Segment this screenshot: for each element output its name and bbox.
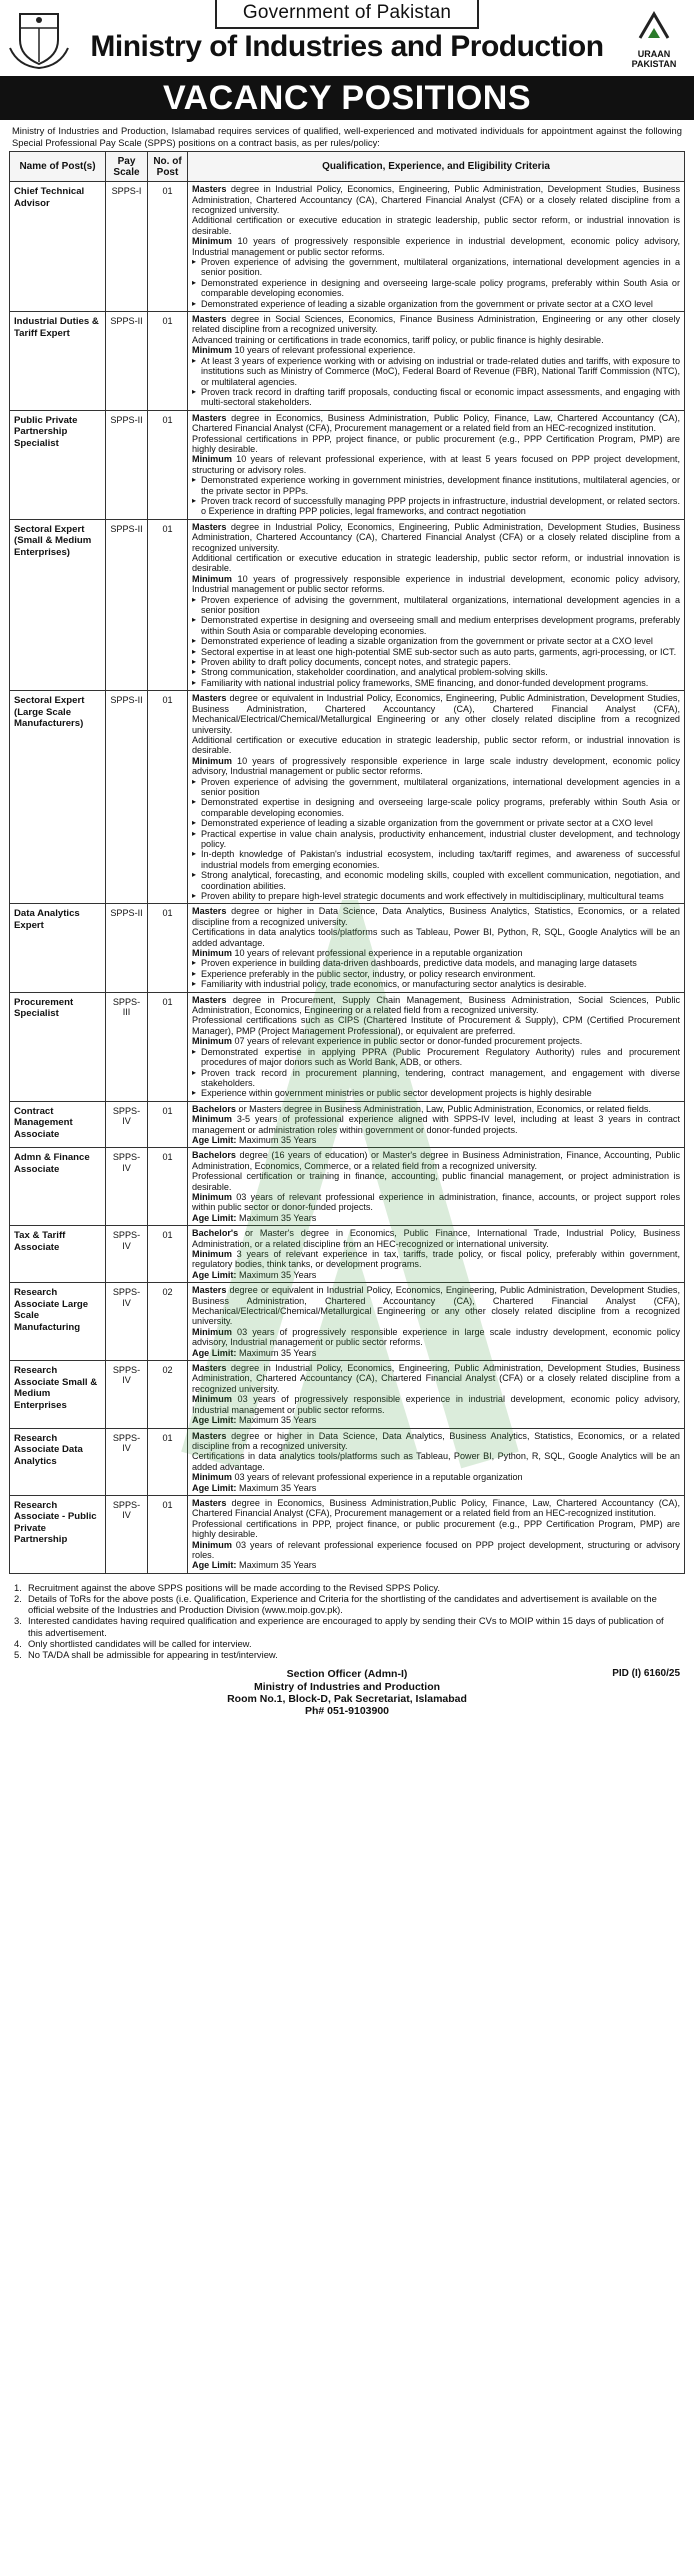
criteria-bullet: ▸ Demonstrated experience of leading a sizable organization from the government or private sector at a CXO level: [192, 299, 680, 309]
criteria-bullet: ▸ Demonstrated expertise in applying PPRA (Public Procurement Regulatory Authority) rules and procurement procedures of major donors such as World Bank, ADB, or others.: [192, 1047, 680, 1068]
post-count: 01: [148, 1101, 188, 1148]
post-count: 01: [148, 312, 188, 411]
criteria-line: Certifications in data analytics tools/platforms such as Tableau, Power BI, Python, R, SQL, Google Analytics will be an added advantage.: [192, 927, 680, 948]
criteria-cell: [188, 410, 685, 519]
criteria-line: Minimum 03 years of relevant professional experience focused on PPP project development, structuring or advisory roles.: [192, 1539, 680, 1560]
criteria-bullet: ▸ Sectoral expertise in at least one high-potential SME sub-sector such as auto parts, garments, agri-processing, or ICT.: [192, 647, 680, 657]
age-limit: Age Limit: Maximum 35 Years: [192, 1134, 317, 1145]
footer-ministry: Ministry of Industries and Production: [253, 1680, 441, 1693]
note-number: 5.: [14, 1649, 22, 1660]
post-count: 01: [148, 1428, 188, 1495]
age-limit: Age Limit: Maximum 35 Years: [192, 1347, 317, 1358]
notes-list: [14, 1582, 680, 1660]
criteria-bullet: ▸ Demonstrated expertise in designing and overseeing small and medium enterprises development programs, preferably within South Asia or comparable developing economies.: [192, 615, 680, 636]
criteria-line: Minimum 10 years of progressively responsible experience in large scale industry development, economic policy advisory, Industrial management or public sector reforms.: [192, 755, 680, 777]
pay-scale: SPPS-I: [106, 182, 148, 312]
pay-scale: SPPS-IV: [106, 1148, 148, 1226]
table-row: [10, 1283, 685, 1361]
age-limit: Age Limit: Maximum 35 Years: [192, 1482, 317, 1493]
table-row: [10, 182, 685, 312]
criteria-cell: [188, 1495, 685, 1573]
col-header-criteria: Qualification, Experience, and Eligibility Criteria: [188, 152, 685, 182]
criteria-bullet: ▸ Strong analytical, forecasting, and economic modeling skills, coupled with excellent communication, negotiation, and coordination abilities.: [192, 870, 680, 891]
criteria-line: Masters degree or higher in Data Science, Data Analytics, Business Analytics, Statistics, Economics, or a related discipline from a recognized university.: [192, 1430, 680, 1451]
note-text: Recruitment against the above SPPS positions will be made according to the Revised SPPS Policy.: [28, 1581, 441, 1593]
criteria-line: Advanced training or certifications in trade economics, tariff policy, or public finance is highly desirable.: [192, 334, 604, 345]
criteria-bullet: ▸ Demonstrated experience of leading a sizable organization from the government or private sector at a CXO level: [192, 636, 680, 646]
criteria-bullet: ▸ Proven experience in building data-driven dashboards, predictive data models, and managing large datasets: [192, 958, 680, 968]
criteria-cell: [188, 691, 685, 904]
footer-address: Room No.1, Block-D, Pak Secretariat, Islamabad: [227, 1693, 467, 1706]
criteria-bullet: ▸ Demonstrated expertise in designing and overseeing large-scale policy programs, preferably within South Asia or comparable developing economies.: [192, 797, 680, 818]
post-name: Research Associate Data Analytics: [10, 1428, 106, 1495]
criteria-cell: [188, 1226, 685, 1283]
criteria-line: Additional certification or executive education in strategic leadership, public sector reform, or industrial innovation is desirable.: [192, 734, 680, 756]
post-name: Research Associate Small & Medium Enterprises: [10, 1361, 106, 1428]
criteria-line: Certifications in data analytics tools/platforms such as Tableau, Power BI, Python, R, SQL, Google Analytics will be an added advantage.: [192, 1451, 680, 1472]
post-count: 01: [148, 1495, 188, 1573]
post-name: Public Private Partnership Specialist: [10, 410, 106, 519]
post-count: 01: [148, 1148, 188, 1226]
post-count: 01: [148, 691, 188, 904]
table-row: [10, 1495, 685, 1573]
table-row: [10, 904, 685, 992]
col-header-scale: Pay Scale: [106, 152, 148, 182]
criteria-bullet: ▸ Familiarity with national industrial policy frameworks, SME financing, and donor-funded development programs.: [192, 678, 680, 688]
criteria-line: Minimum 10 years of relevant professional experience in a reputable organization: [192, 948, 523, 959]
criteria-bullet: ▸ Demonstrated experience working in government ministries, development finance institutions, multilateral agencies, or the private sector in PPPs.: [192, 475, 680, 496]
criteria-bullets: [192, 257, 680, 309]
criteria-line: Minimum 3 years of relevant experience in tax, tariffs, trade policy, or fiscal policy, preferably within government, regulatory bodies, think tanks, or development programs.: [192, 1249, 680, 1270]
table-row: [10, 1101, 685, 1148]
criteria-line: Professional certification or training in finance, accounting, public financial management, or project administration is desirable.: [192, 1171, 680, 1192]
criteria-line: Additional certification or executive education in strategic leadership, public sector reform, or industrial innovation is desirable.: [192, 553, 680, 574]
criteria-bullet: ▸ Experience preferably in the public sector, industry, or policy research environment.: [192, 969, 680, 979]
pay-scale: SPPS-II: [106, 312, 148, 411]
criteria-cell: [188, 312, 685, 411]
vacancy-table: [9, 151, 685, 1574]
criteria-line: Professional certifications in PPP, project finance, or public procurement (e.g., PPP Certification Program, PMP) are highly desirable.: [192, 433, 680, 454]
criteria-bullet: ▸ Proven track record of successfully managing PPP projects in infrastructure, industrial development, or related sectors. o Experience in drafting PPP policies, legal frameworks, and contract negotiation: [192, 496, 680, 517]
uraan-logo-icon: [634, 10, 674, 44]
pay-scale: SPPS-II: [106, 691, 148, 904]
pay-scale: SPPS-IV: [106, 1361, 148, 1428]
intro-paragraph: Ministry of Industries and Production, Islamabad requires services of qualified, well-experienced and motivated individuals for appointment against the following Special Professional Pay Scale (SPPS) positions on a contract basis, as per rules/policy:: [12, 125, 682, 148]
section-officer: Section Officer (Admn-I): [286, 1668, 408, 1681]
table-row: [10, 1226, 685, 1283]
table-header-row: [10, 152, 685, 182]
criteria-bullets: [192, 595, 680, 689]
criteria-bullets: [192, 958, 680, 989]
footer: [0, 1668, 694, 1718]
post-name: Chief Technical Advisor: [10, 182, 106, 312]
criteria-bullet: ▸ Familiarity with industrial policy, trade economics, or manufacturing sector analytics is desirable.: [192, 979, 680, 989]
note-item: [14, 1593, 680, 1615]
pay-scale: SPPS-IV: [106, 1226, 148, 1283]
criteria-bullet: ▸ Proven ability to prepare high-level strategic documents and work effectively in multidisciplinary, multicultural teams: [192, 891, 680, 901]
criteria-bullet: ▸ Demonstrated experience of leading a sizable organization from the government or private sector at a CXO level: [192, 818, 680, 828]
note-item: [14, 1615, 680, 1637]
table-row: [10, 519, 685, 691]
post-count: 02: [148, 1283, 188, 1361]
criteria-line: Minimum 10 years of relevant professional experience.: [192, 345, 416, 356]
table-row: [10, 691, 685, 904]
pay-scale: SPPS-II: [106, 519, 148, 691]
criteria-cell: [188, 182, 685, 312]
vacancy-banner: VACANCY POSITIONS: [0, 76, 694, 120]
criteria-cell: [188, 904, 685, 992]
post-count: 01: [148, 992, 188, 1101]
criteria-line: Masters degree in Economics, Business Administration, Public Policy, Finance, Law, Chartered Accountancy (CA), Chartered Financial Analyst (CFA), Procurement management or a related field from an HEC-recognized institution.: [192, 412, 680, 434]
criteria-line: Masters degree in Industrial Policy, Economics, Engineering, Public Administration, Development Studies, Business Administration, Chartered Accountancy (CA), Chartered Financial Analyst (CFA) or a closely related discipline from a recognized university.: [192, 184, 680, 215]
pid-number: PID (I) 6160/25: [612, 1668, 680, 1680]
post-name: Tax & Tariff Associate: [10, 1226, 106, 1283]
note-number: 2.: [14, 1592, 22, 1604]
criteria-line: Minimum 07 years of relevant experience in public sector or donor-funded procurement projects.: [192, 1036, 583, 1047]
post-name: Industrial Duties & Tariff Expert: [10, 312, 106, 411]
post-count: 01: [148, 904, 188, 992]
ad-header: [0, 0, 694, 120]
criteria-line: Masters degree in Social Sciences, Economics, Finance Business Administration, Engineering or any other closely related discipline from a recognized university.: [192, 314, 680, 335]
criteria-line: Bachelors or Masters degree in Business Administration, Law, Public Administration, Economics, or related fields.: [192, 1103, 651, 1114]
note-text: No TA/DA shall be admissible for appearing in test/interview.: [28, 1649, 278, 1660]
criteria-line: Masters degree in Procurement, Supply Chain Management, Business Administration, Social Sciences, Public Administration, Economics, Engineering or a related field from a recognized university.: [192, 994, 680, 1016]
criteria-line: Masters degree or equivalent in Industrial Policy, Economics, Engineering, Public Administration, Development Studies, Business Administration, Chartered Accountancy (CA), Chartered Financial Analyst (CFA), Mechanical/Electrical/Chemical/Metallurgical Engineering or any other closely related discipline from a recognized university.: [192, 693, 680, 735]
criteria-line: Bachelor's or Master's degree in Economics, Public Finance, International Trade, Industrial Policy, Business Administration, or a related discipline from an HEC-recognized or international university.: [192, 1228, 680, 1249]
note-text: Details of ToRs for the above posts (i.e. Qualification, Experience and Criteria for the shortlisting of the candidates and advertisement is available on the official website of the Industries and Production Division (www.moip.gov.pk).: [28, 1592, 657, 1616]
age-limit: Age Limit: Maximum 35 Years: [192, 1415, 317, 1426]
post-count: 02: [148, 1361, 188, 1428]
criteria-line: Minimum 03 years of progressively responsible experience in industrial development, economic policy advisory, Industrial management or public sector reforms.: [192, 1394, 680, 1415]
table-row: [10, 1148, 685, 1226]
criteria-bullet: ▸ In-depth knowledge of Pakistan's industrial ecosystem, including tax/tariff regimes, and awareness of successful industrial models from emerging economies.: [192, 849, 680, 870]
age-limit: Age Limit: Maximum 35 Years: [192, 1212, 317, 1223]
criteria-bullet: ▸ Practical expertise in value chain analysis, productivity enhancement, industrial cluster development, and technology policy.: [192, 829, 680, 850]
pay-scale: SPPS- IV: [106, 1101, 148, 1148]
criteria-line: Minimum 03 years of progressively responsible experience in large scale industry development, economic policy advisory, Industrial management or public sector reforms.: [192, 1326, 680, 1348]
note-number: 1.: [14, 1581, 22, 1593]
criteria-bullet: ▸ Proven experience of advising the government, multilateral organizations, international development agencies in a senior position: [192, 595, 680, 616]
note-number: 3.: [14, 1615, 22, 1627]
criteria-bullets: [192, 1047, 680, 1099]
criteria-line: Masters degree in Industrial Policy, Economics, Engineering, Public Administration, Development Studies, Business Administration, Chartered Accountancy (CA), Chartered Financial Analyst (CFA) or a closely related discipline from a recognized university.: [192, 521, 680, 553]
pay-scale: SPPS-IV: [106, 1283, 148, 1361]
note-text: Only shortlisted candidates will be called for interview.: [28, 1637, 252, 1649]
criteria-cell: [188, 1101, 685, 1148]
col-header-posts: No. of Post: [148, 152, 188, 182]
table-row: [10, 312, 685, 411]
criteria-bullets: [192, 777, 680, 902]
criteria-line: Masters degree in Industrial Policy, Economics, Engineering, Public Administration, Development Studies, Business Administration, Chartered Accountancy (CA), Chartered Financial Analyst (CFA) or a closely related discipline from a recognized university.: [192, 1363, 680, 1394]
criteria-bullet: ▸ Proven experience of advising the government, multilateral organizations, international development agencies in a senior position.: [192, 257, 680, 278]
note-number: 4.: [14, 1637, 22, 1649]
criteria-line: Masters degree in Economics, Business Administration,Public Policy, Finance, Law, Chartered Accountancy (CA), Chartered Financial Analyst (CFA), Procurement management or a related field from an HEC-recognized institution.: [192, 1497, 680, 1519]
uraan-pakistan-logo: URAAN PAKISTAN: [622, 10, 686, 76]
table-row: [10, 992, 685, 1101]
criteria-line: Minimum 10 years of progressively responsible experience in industrial development, economic policy advisory, Industrial management or public sector reforms.: [192, 236, 680, 257]
note-text: Interested candidates having required qualification and experience are encouraged to apply by sending their CVs to MOIP within 15 days of publication of this advertisement.: [28, 1615, 664, 1638]
criteria-cell: [188, 1361, 685, 1428]
criteria-cell: [188, 519, 685, 691]
post-count: 01: [148, 182, 188, 312]
table-row: [10, 410, 685, 519]
criteria-bullet: ▸ Proven track record in drafting tariff proposals, conducting fiscal or economic impact assessments, and engaging with multi-sectoral stakeholders.: [192, 387, 680, 408]
post-name: Sectoral Expert (Large Scale Manufacturers): [10, 691, 106, 904]
post-name: Research Associate - Public Private Partnership: [10, 1495, 106, 1573]
criteria-cell: [188, 1283, 685, 1361]
age-limit: Age Limit: Maximum 35 Years: [192, 1560, 317, 1571]
criteria-cell: [188, 1148, 685, 1226]
note-item: [14, 1638, 680, 1649]
post-count: 01: [148, 410, 188, 519]
age-limit: Age Limit: Maximum 35 Years: [192, 1269, 317, 1280]
post-count: 01: [148, 1226, 188, 1283]
criteria-line: Minimum 10 years of relevant professional experience, with at least 5 years focused on PPP project development, structuring or advisory roles.: [192, 454, 680, 475]
pay-scale: SPPS-IV: [106, 1428, 148, 1495]
criteria-line: Masters degree or equivalent in Industrial Policy, Economics, Engineering, Public Administration, Development Studies, Business Administration, Chartered Accountancy (CA), Chartered Financial Analyst (CFA), Mechanical/Electrical/Chemical/Metallurgical Engineering or any other closely related discipline from a recognized university.: [192, 1285, 680, 1327]
note-item: [14, 1649, 680, 1660]
col-header-post: Name of Post(s): [10, 152, 106, 182]
post-name: Contract Management Associate: [10, 1101, 106, 1148]
post-name: Procurement Specialist: [10, 992, 106, 1101]
criteria-line: Additional certification or executive education in strategic leadership, public sector reform, or industrial innovation is desirable.: [192, 215, 680, 236]
note-item: [14, 1582, 680, 1593]
pay-scale: SPPS-IV: [106, 1495, 148, 1573]
post-name: Sectoral Expert (Small & Medium Enterprises): [10, 519, 106, 691]
table-row: [10, 1361, 685, 1428]
criteria-bullet: ▸ Experience within government ministries or public sector development projects is highly desirable: [192, 1088, 680, 1098]
footer-phone: Ph# 051-9103900: [304, 1705, 390, 1718]
criteria-line: Professional certifications such as CIPS (Chartered Institute of Procurement & Supply), CPM (Certified Procurement Manager), PMP (Project Management Professional), or equivalent are preferred.: [192, 1015, 680, 1036]
post-count: 01: [148, 519, 188, 691]
criteria-bullet: ▸ At least 3 years of experience working with or advising on industrial or trade-related duties and tariffs, with exposure to institutions such as Ministry of Commerce (MoC), Federal Board of Revenue (FBR), National Tariff Commission (NTC), or multilateral agencies.: [192, 356, 680, 387]
criteria-bullets: [192, 475, 680, 517]
pay-scale: SPPS-II: [106, 410, 148, 519]
pay-scale: SPPS-II: [106, 904, 148, 992]
criteria-bullet: ▸ Demonstrated experience in designing and overseeing large-scale policy programs, preferably within South Asia or comparable developing economies.: [192, 278, 680, 299]
criteria-cell: [188, 992, 685, 1101]
post-name: Admn & Finance Associate: [10, 1148, 106, 1226]
criteria-bullet: ▸ Strong communication, stakeholder coordination, and analytical problem-solving skills.: [192, 667, 680, 677]
government-label: Government of Pakistan: [0, 0, 694, 29]
pay-scale: SPPS-III: [106, 992, 148, 1101]
criteria-line: Professional certifications in PPP, project finance, or public procurement (e.g., PPP Certification Program, PMP) are highly desirable.: [192, 1518, 680, 1540]
post-name: Data Analytics Expert: [10, 904, 106, 992]
criteria-bullet: ▸ Proven track record in procurement planning, tendering, contract management, and engagement with diverse stakeholders.: [192, 1068, 680, 1089]
post-name: Research Associate Large Scale Manufacturing: [10, 1283, 106, 1361]
ministry-title: Ministry of Industries and Production: [90, 30, 604, 63]
criteria-line: Minimum 10 years of progressively responsible experience in industrial development, economic policy advisory, Industrial management or public sector reforms.: [192, 573, 680, 595]
criteria-line: Bachelors degree (16 years of education) or Master's degree in Business Administration, Finance, Accounting, Public Administration, Economics, Commerce, or a related field from a recognized university.: [192, 1150, 680, 1171]
criteria-line: Minimum 03 years of relevant professional experience in administration, finance, accounts, or project support roles within public sector or donor-funded projects.: [192, 1191, 680, 1213]
table-row: [10, 1428, 685, 1495]
criteria-cell: [188, 1428, 685, 1495]
criteria-line: Masters degree or higher in Data Science, Data Analytics, Business Analytics, Statistics, Economics, or a related discipline from a recognized university.: [192, 906, 680, 927]
criteria-bullet: ▸ Proven ability to draft policy documents, concept notes, and strategic papers.: [192, 657, 680, 667]
criteria-bullets: [192, 356, 680, 408]
criteria-line: Minimum 3-5 years of professional experience aligned with SPPS-IV level, including at least 3 years in contract management or administration roles within government or donor-funded projects.: [192, 1114, 680, 1135]
criteria-line: Minimum 03 years of relevant professional experience in a reputable organization: [192, 1472, 523, 1483]
criteria-bullet: ▸ Proven experience of advising the government, multilateral organizations, international development agencies in a senior position: [192, 777, 680, 798]
